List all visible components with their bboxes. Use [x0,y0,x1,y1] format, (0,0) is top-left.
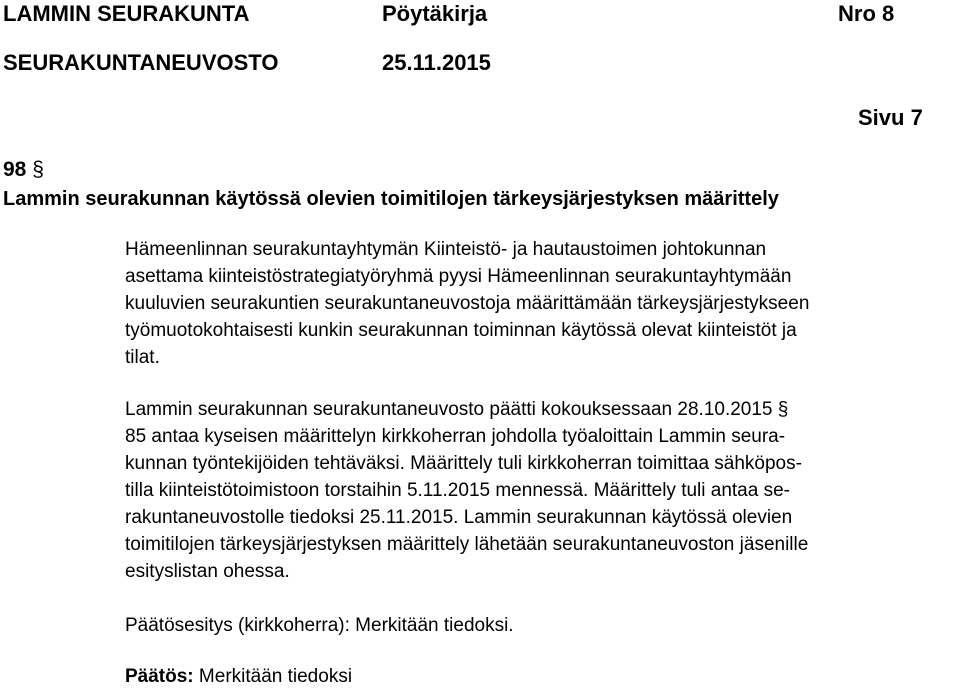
section-title: Lammin seurakunnan käytössä olevien toimitilojen tärkeysjärjestyksen määrittely [3,188,779,210]
paragraph-first-line: Lammin seurakunnan seurakuntaneuvosto päätti kokouksessaan 28.10.2015 [125,399,773,420]
meeting-date: 25.11.2015 [382,50,491,75]
paragraph-line: työmuotokohtaisesti kunkin seurakunnan toiminnan käytössä olevat kiinteistöt ja [125,320,797,341]
section-number-value: 98 [3,158,27,181]
governing-body: SEURAKUNTANEUVOSTO [3,50,279,75]
paragraph-council-decision [125,396,960,585]
paragraph-line: rakuntaneuvostolle tiedoksi 25.11.2015. Lammin seurakunnan käytössä olevien [125,507,793,528]
paragraph-background [125,236,960,371]
paragraph-line [125,396,960,423]
paragraph-line: tilla kiinteistötoimistoon torstaihin 5.11.2015 mennessä. Määrittely tuli antaa se- [125,480,790,501]
paragraph-line: kuuluvien seurakuntien seurakuntaneuvostoja määrittämään tärkeysjärjestykseen [125,293,810,314]
section-mark-inline: § [777,399,789,420]
paragraph-line: tilat. [125,347,160,368]
page-number: Sivu 7 [858,105,923,130]
section-mark: § [32,158,44,181]
decision-label: Päätös: [125,666,194,687]
paragraph-line: asettama kiinteistöstrategiatyöryhmä pyysi Hämeenlinnan seurakuntayhtymään [125,266,792,287]
document-number: Nro 8 [838,1,895,26]
proposal-text: Päätösesitys (kirkkoherra): Merkitään tiedoksi. [125,615,514,636]
decision-proposal [125,612,960,639]
section-number [3,157,44,183]
decision-text: Merkitään tiedoksi [193,666,353,687]
organization-name: LAMMIN SEURAKUNTA [3,1,250,26]
paragraph-line: 85 antaa kyseisen määrittelyn kirkkoherran johdolla työaloittain Lammin seura- [125,426,786,447]
paragraph-line: kunnan työntekijöiden tehtäväksi. Määrittely tuli kirkkoherran toimittaa sähköpos- [125,453,802,474]
paragraph-line: toimitilojen tärkeysjärjestyksen määrittely lähetään seurakuntaneuvoston jäsenille [125,534,809,555]
document-type: Pöytäkirja [382,1,488,26]
paragraph-line: Hämeenlinnan seurakuntayhtymän Kiinteistö- ja hautaustoimen johtokunnan [125,239,767,260]
paragraph-line: esityslistan ohessa. [125,561,290,582]
